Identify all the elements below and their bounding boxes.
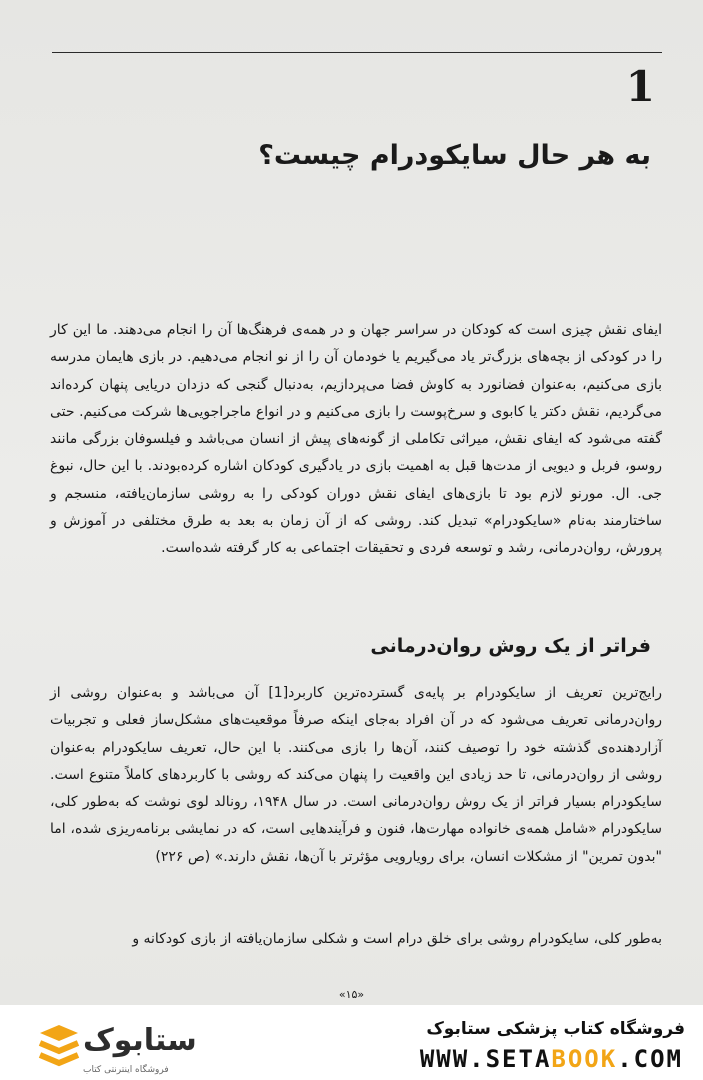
setabook-logo <box>38 1023 278 1073</box>
chapter-number: 1 <box>625 62 655 111</box>
book-stack-icon <box>38 1023 80 1073</box>
paragraph-intro: ایفای نقش چیزی است که کودکان در سراسر جهان و در همه‌ی فرهنگ‌ها آن را انجام می‌دهند. ما این کار را در کودکی از بچه‌های بزرگ‌تر یاد می‌گیریم یا خودمان آن را از نو انجام می‌دهیم. در بازی هایمان مدرسه بازی می‌کنیم، به‌عنوان فضانورد به کاوش فضا می‌پردازیم، به‌دنبال گنجی که دزدان دریایی پنهان کرده‌اند می‌گردیم، نقش دکتر یا کابوی و سرخ‌پوست را بازی می‌کنیم و در انواع ماجراجویی‌ها شرکت می‌کنیم. حتی گفته می‌شود که ایفای نقش، میراثی تکاملی از گونه‌های پیش از انسان می‌باشد و فیلسوفان بزرگی مانند روسو، فربل و دیویی از مدت‌ها قبل به اهمیت بازی در یادگیری کودکان اشاره کرده‌بودند. با این حال، نبوغ جی. ال. مورنو لازم بود تا بازی‌های ایفای نقش دوران کودکی را به روشی سازمان‌یافته، منسجم و ساختارمند به‌نام «سایکودرام» تبدیل کند. روشی که از آن زمان به بعد به طرق مختلفی در آموزش و پرورش، روان‌درمانی، رشد و توسعه فردی و تحقیقات اجتماعی به کار گرفته شده‌است. <box>50 322 662 557</box>
chapter-title: به هر حال سایکودرام چیست؟ <box>258 140 651 171</box>
logo-wordmark: ستابوک <box>83 1023 197 1058</box>
url-accent: BOOK <box>551 1045 618 1073</box>
footer-banner <box>0 1005 703 1080</box>
shop-url[interactable] <box>420 1045 683 1073</box>
url-suffix: .COM <box>617 1045 683 1073</box>
shop-name: فروشگاه کتاب پزشکی ستابوک <box>426 1019 685 1039</box>
paragraph-definition: رایج‌ترین تعریف از سایکودرام بر پایه‌ی گسترده‌ترین کاربرد[1] آن می‌باشد و به‌عنوان روشی از روان‌درمانی تعریف می‌شود که در آن افراد به‌جای اینکه صرفاً موقعیت‌های مشکل‌ساز فعلی و تجربیات آزاردهنده‌ی گذشته خود را توصیف کنند، آن‌ها را بازی می‌کنند. با این حال، تعریف سایکودرام به‌عنوان روشی از روان‌درمانی، تا حد زیادی این واقعیت را پنهان می‌کند که روشی با کاربردهای کاملاً متنوع است. سایکودرام بسیار فراتر از یک روش روان‌درمانی است. در سال ۱۹۴۸، رونالد لوی نوشت که به‌طور کلی، سایکودرام «شامل همه‌ی خانواده مهارت‌ها، فنون و فرآیندهایی است، که در نمایشی برنامه‌ریزی شده، اما "بدون تمرین" از مشکلات انسان، برای رویارویی مؤثرتر با آن‌ها، نقش دارند.» (ص ۲۲۶) <box>50 685 663 865</box>
top-rule <box>52 52 662 53</box>
paragraph-continued: به‌طور کلی، سایکودرام روشی برای خلق درام است و شکلی سازمان‌یافته از بازی کودکانه و <box>132 931 662 947</box>
page-number: «۱۵» <box>338 988 365 1001</box>
url-prefix: WWW.SETA <box>419 1045 552 1073</box>
logo-tagline: فروشگاه اینترنتی کتاب <box>83 1065 169 1075</box>
section-heading: فراتر از یک روش روان‌درمانی <box>370 635 651 657</box>
